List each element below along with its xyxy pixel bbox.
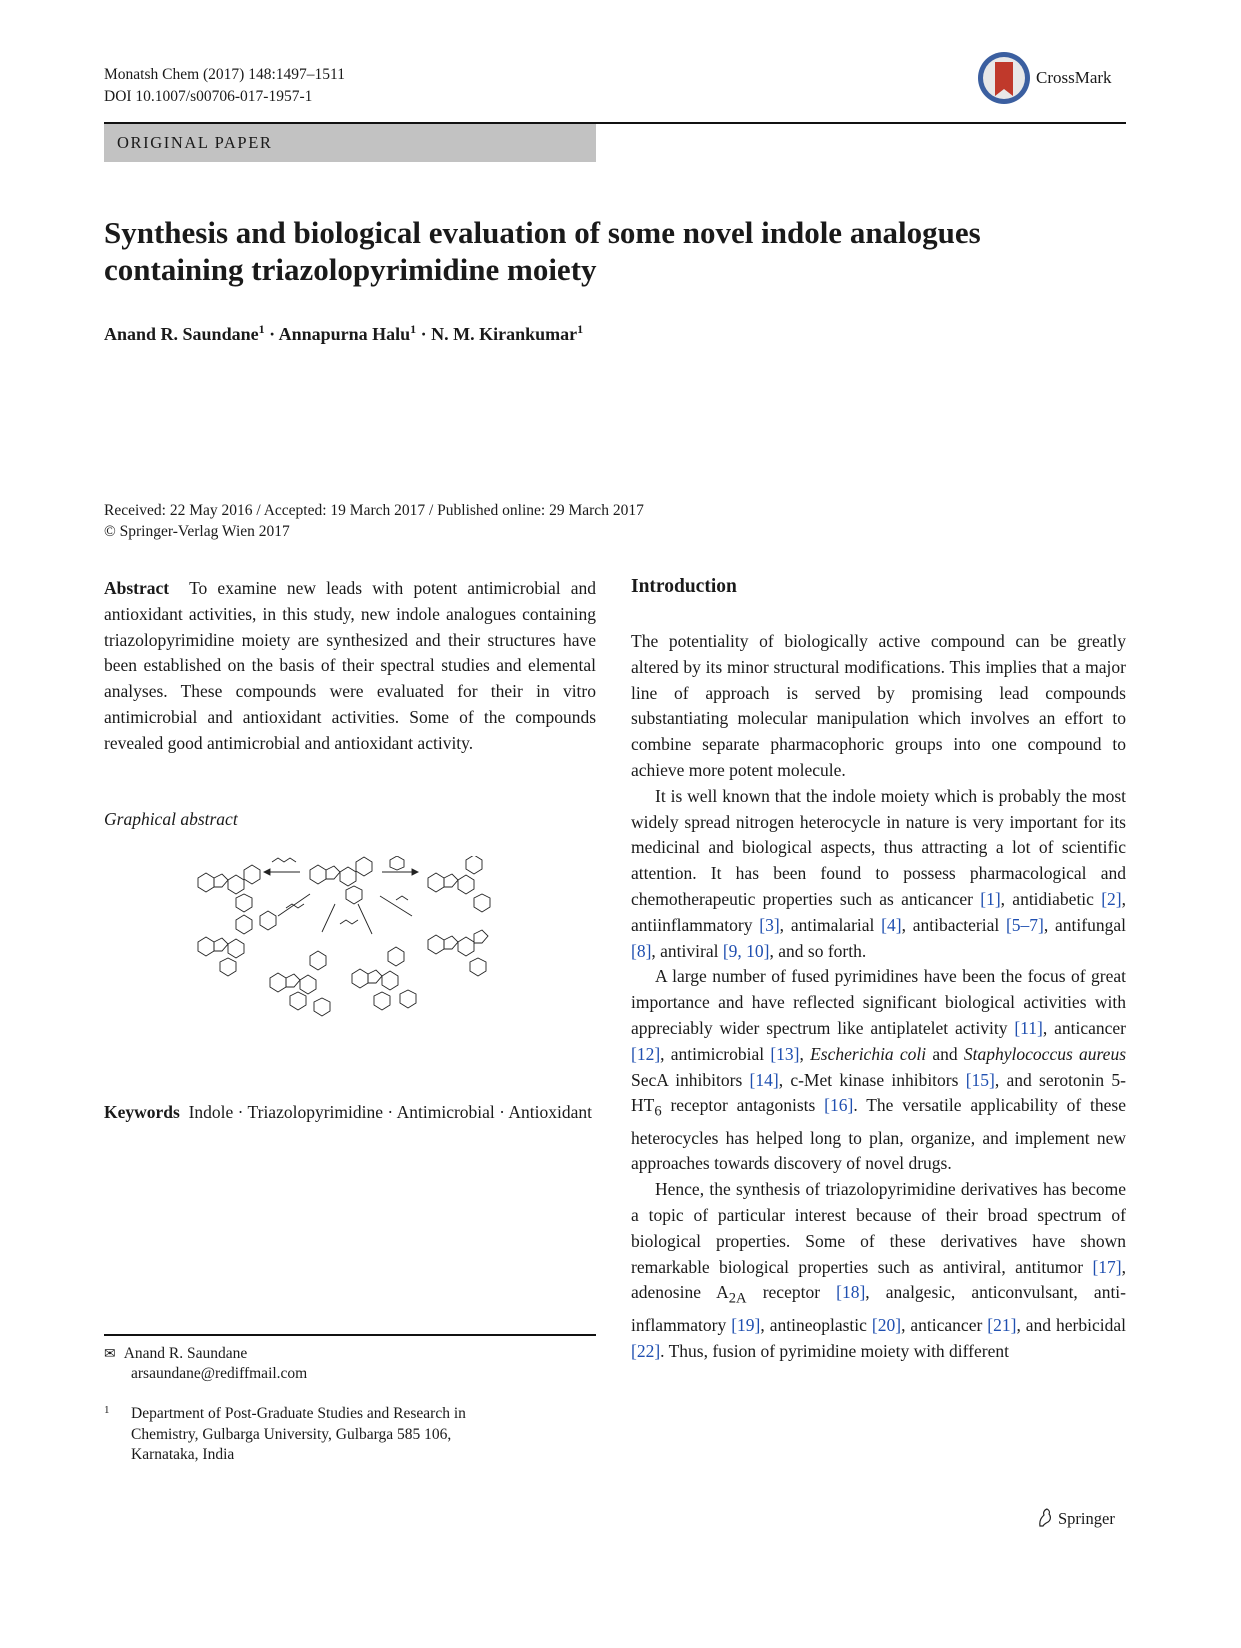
molecule-structure [198, 911, 276, 976]
affiliation-line: Karnataka, India [131, 1446, 235, 1463]
molecule-structure [428, 856, 490, 912]
publisher-logo [1036, 1508, 1115, 1529]
abstract [104, 576, 596, 757]
citation-link[interactable]: [21] [987, 1314, 1017, 1335]
citation-link[interactable]: [17] [1092, 1256, 1122, 1277]
paper-type-band [104, 124, 596, 162]
corresponding-author-email[interactable]: arsaundane@rediffmail.com [131, 1365, 308, 1382]
molecule-structure [352, 947, 416, 1010]
affiliation [104, 1404, 466, 1466]
envelope-icon: ✉ [104, 1346, 116, 1362]
doi[interactable]: DOI 10.1007/s00706-017-1957-1 [104, 88, 313, 105]
citation-link[interactable]: [20] [871, 1314, 902, 1335]
introduction-body [631, 629, 1126, 1364]
reaction-arrowhead [264, 869, 270, 875]
citation-link[interactable]: [15] [965, 1069, 995, 1090]
keywords-list: Indole · Triazolopyrimidine · Antimicrobial · Antioxidant [188, 1102, 593, 1122]
citation-link[interactable]: [14] [749, 1069, 779, 1090]
citation-link[interactable]: [1] [980, 888, 1001, 909]
title-line-2: containing triazolopyrimidine moiety [104, 252, 597, 287]
copyright-notice: © Springer-Verlag Wien 2017 [104, 523, 290, 540]
springer-horse-icon [1036, 1508, 1054, 1528]
title-line-1: Synthesis and biological evaluation of some novel indole analogues [104, 215, 981, 250]
journal-reference: Monatsh Chem (2017) 148:1497–1511 [104, 66, 345, 83]
author-name[interactable]: Annapurna Halu [278, 324, 411, 344]
author-separator: · [264, 324, 279, 344]
molecule-structure [428, 930, 488, 976]
section-heading-introduction: Introduction [631, 576, 737, 597]
author-name[interactable]: Anand R. Saundane [104, 324, 259, 344]
graphical-abstract-figure [190, 856, 510, 1036]
corresponding-author-name: Anand R. Saundane [123, 1345, 248, 1362]
citation-link[interactable]: [16] [824, 1095, 854, 1116]
citation-link[interactable]: [22] [631, 1340, 661, 1361]
citation-link[interactable]: [11] [1014, 1017, 1043, 1038]
paper-title [104, 214, 1104, 288]
reaction-arrowhead [412, 869, 418, 875]
author-separator: · [416, 324, 432, 344]
affiliation-line: Chemistry, Gulbarga University, Gulbarga 585 106, [131, 1425, 452, 1443]
author-affiliation-mark: 1 [577, 322, 584, 336]
citation-link[interactable]: [5–7] [1005, 914, 1044, 935]
publication-history [104, 500, 644, 542]
citation-link[interactable]: [4] [881, 914, 902, 935]
author-affiliation-mark: 1 [410, 322, 417, 336]
crossmark-label: CrossMark [1036, 68, 1112, 87]
citation-link[interactable]: [13] [770, 1043, 800, 1064]
crossmark-badge[interactable] [976, 50, 1126, 106]
citation-link[interactable]: [3] [759, 914, 780, 935]
author-name[interactable]: N. M. Kirankumar [431, 324, 578, 344]
abstract-label: Abstract [104, 578, 170, 598]
affiliation-line: Department of Post-Graduate Studies and Research in [131, 1405, 466, 1422]
citation-link[interactable]: [18] [836, 1282, 866, 1303]
citation-link[interactable]: [8] [631, 940, 652, 961]
paragraph: It is well known that the indole moiety which is probably the most widely spread nitrogen heterocycle in nature is very important for its medicinal and biological aspects, thus attracting a lot of scientific attention. It has been found to possess pharmacological and chemotherapeutic properties such as anticancer [1], antidiabetic [2], antiinflammatory [3], antimalarial [4], antibacterial [5–7], antifungal [8], antiviral [9, 10], and so forth. [631, 785, 1126, 961]
molecule-structure [198, 865, 260, 912]
citation-link[interactable]: [12] [631, 1043, 661, 1064]
received-accepted-dates: Received: 22 May 2016 / Accepted: 19 March 2017 / Published online: 29 March 2017 [104, 502, 644, 519]
citation-link[interactable]: [19] [731, 1314, 761, 1335]
reaction-arrow [358, 904, 372, 934]
corresponding-author [104, 1344, 307, 1384]
keywords-label: Keywords [104, 1102, 180, 1122]
paper-type-label: ORIGINAL PAPER [117, 133, 273, 152]
species-name: Staphylococcus aureus [963, 1043, 1127, 1064]
journal-citation [104, 64, 345, 108]
author-list [104, 322, 583, 345]
citation-link[interactable]: [2] [1101, 888, 1122, 909]
abstract-text: To examine new leads with potent antimicrobial and antioxidant activities, in this study, new indole analogues containing triazolopyrimidine moiety are synthesized and their structures have been established on the basis of their spectral studies and elemental analyses. These compounds were evaluated for their in vitro antimicrobial and antioxidant activities. Some of the compounds revealed good antimicrobial and antioxidant activity. [104, 578, 597, 753]
citation-link[interactable]: [9, 10] [722, 940, 770, 961]
paragraph: A large number of fused pyrimidines have been the focus of great importance and have reflected significant biological activities with appreciably wider spectrum like antiplatelet activity [11], anticancer [12], antimicrobial [13], Escherichia coli and Staphylococcus aureus SecA inhibitors [14], c-Met kinase inhibitors [15], and serotonin $5-HT_6$ receptor antagonists [16]. The versatile applicability of these heterocycles has helped long to plan, organize, and implement new approaches towards discovery of novel drugs. [631, 966, 1127, 1174]
footnote-divider [104, 1334, 596, 1336]
molecule-structure [310, 857, 372, 904]
publisher-name: Springer [1058, 1509, 1115, 1528]
molecule-structure [270, 951, 330, 1016]
affiliation-number: 1 [104, 1404, 110, 1416]
keywords [104, 1100, 596, 1126]
crossmark-icon [976, 50, 1032, 106]
graphical-abstract-label: Graphical abstract [104, 809, 238, 829]
paragraph: The potentiality of biologically active compound can be greatly altered by its minor structural modifications. This implies that a major line of approach is served by promising lead compounds substantiating molecular manipulation which involves an effort to combine separate pharmacophoric groups into one compound to achieve more potent molecule. [631, 631, 1126, 780]
species-name: Escherichia coli [810, 1043, 927, 1064]
author-affiliation-mark: 1 [258, 322, 265, 336]
reaction-arrow [322, 904, 335, 932]
paragraph: Hence, the synthesis of triazolopyrimidine derivatives has become a topic of particular interest because of their broad spectrum of biological properties. Some of these derivatives have shown remarkable biological properties such as antiviral, antitumor [17], adenosine $A_{2A}$ receptor [18], analgesic, anticonvulsant, anti-inflammatory [19], antineoplastic [20], anticancer [21], and herbicidal [22]. Thus, fusion of pyrimidine moiety with different [631, 1179, 1126, 1361]
